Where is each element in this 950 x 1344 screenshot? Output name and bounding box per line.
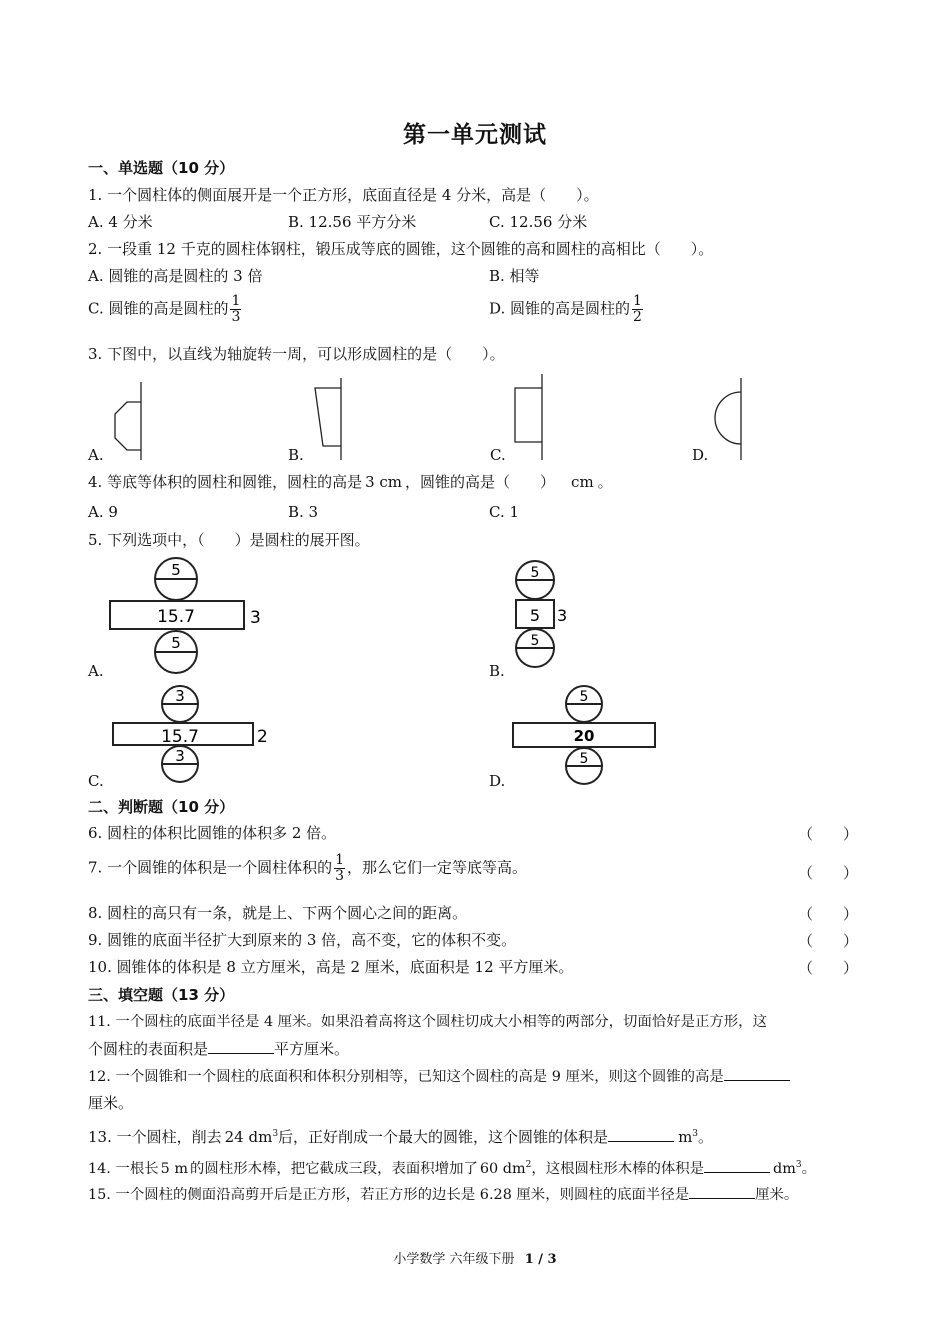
question-11-line-2: 个圆柱的表面积是 平方厘米。 [88, 1040, 350, 1058]
q3-figure-c [505, 372, 555, 462]
section-heading-single-choice: 一、单选题（10 分） [88, 159, 235, 177]
fraction-one-third: $\frac{1}{3}$ [231, 293, 241, 325]
q7-answer-blank[interactable]: （ ） [798, 864, 859, 882]
q5-figure-b [505, 558, 585, 678]
q3-option-c[interactable]: C. [490, 446, 506, 464]
q12-answer-blank[interactable] [724, 1066, 790, 1081]
q4-option-b[interactable]: B. 3 [288, 503, 319, 521]
question-10: 10. 圆锥体的体积是 8 立方厘米，高是 2 厘米，底面积是 12 平方厘米。 [88, 958, 574, 976]
question-12-line-2: 厘米。 [88, 1094, 134, 1112]
q5-option-c[interactable]: C. [88, 772, 104, 790]
svg-text:5: 5 [579, 689, 589, 705]
q5-figure-a [100, 555, 280, 680]
q2-option-a[interactable]: A. 圆锥的高是圆柱的 3 倍 [88, 267, 263, 285]
q3-option-d[interactable]: D. [692, 446, 709, 464]
q3-option-a[interactable]: A. [88, 446, 104, 464]
question-5: 5. 下列选项中，（ ）是圆柱的展开图。 [88, 531, 370, 549]
question-9: 9. 圆锥的底面半径扩大到原来的 3 倍，高不变，它的体积不变。 [88, 931, 517, 949]
page-title: 第一单元测试 [403, 121, 547, 148]
question-13: 13. 一个圆柱，削去 24 $dm^3$后，正好削成一个最大的圆锥，这个圆锥的体积是 $m^3$。 [88, 1128, 714, 1146]
q4-option-c[interactable]: C. 1 [489, 503, 520, 521]
question-6: 6. 圆柱的体积比圆锥的体积多 2 倍。 [88, 824, 337, 842]
q1-option-b[interactable]: B. 12.56 平方分米 [288, 213, 417, 231]
svg-text:3: 3 [175, 747, 185, 765]
q5-figure-d [505, 683, 675, 793]
svg-text:5: 5 [171, 634, 181, 652]
q6-answer-blank[interactable]: （ ） [798, 825, 859, 843]
section-heading-true-false: 二、判断题（10 分） [88, 798, 235, 816]
question-3: 3. 下图中，以直线为轴旋转一周，可以形成圆柱的是（ ）。 [88, 345, 505, 363]
q5-option-d[interactable]: D. [489, 772, 506, 790]
q3-figure-d [705, 376, 755, 462]
svg-text:5: 5 [171, 561, 181, 579]
page-footer [0, 1248, 950, 1267]
question-2: 2. 一段重 12 千克的圆柱体钢柱，锻压成等底的圆锥，这个圆锥的高和圆柱的高相比（ ）。 [88, 240, 714, 258]
question-1: 1. 一个圆柱体的侧面展开是一个正方形，底面直径是 4 分米，高是（ ）。 [88, 186, 599, 204]
q9-answer-blank[interactable]: （ ） [798, 932, 859, 950]
svg-text:3: 3 [250, 608, 261, 628]
svg-text:5: 5 [529, 606, 541, 625]
q10-answer-blank[interactable]: （ ） [798, 959, 859, 977]
q5-option-b[interactable]: B. [489, 662, 505, 680]
svg-text:5: 5 [579, 751, 589, 767]
question-15: 15. 一个圆柱的侧面沿高剪开后是正方形，若正方形的边长是 6.28 厘米，则圆柱的底面半径是 厘米。 [88, 1184, 798, 1205]
svg-text:3: 3 [557, 606, 568, 625]
q2-option-b[interactable]: B. 相等 [489, 267, 540, 285]
svg-text:15.7: 15.7 [157, 607, 195, 627]
q2-option-c[interactable] [88, 294, 243, 325]
q13-answer-blank[interactable] [608, 1127, 674, 1142]
q2-option-c-text: C. 圆锥的高是圆柱的 [88, 299, 229, 318]
svg-text:3: 3 [175, 687, 185, 705]
q11-answer-blank[interactable] [208, 1039, 274, 1054]
q14-answer-blank[interactable] [704, 1158, 770, 1173]
q2-option-d-text: D. 圆锥的高是圆柱的 [489, 299, 631, 318]
question-7: 7. 一个圆锥的体积是一个圆柱体积的 $\frac{1}{3}$ ，那么它们一定等底等高。 [88, 852, 528, 884]
svg-text:5: 5 [530, 565, 540, 581]
q5-option-a[interactable]: A. [88, 662, 104, 680]
svg-text:5: 5 [530, 633, 540, 649]
q8-answer-blank[interactable]: （ ） [798, 905, 859, 923]
q1-option-c[interactable]: C. 12.56 分米 [489, 213, 588, 231]
question-4: 4. 等底等体积的圆柱和圆锥，圆柱的高是 3 cm ，圆锥的高是（ ） cm 。 [88, 473, 613, 491]
q3-figure-b [305, 376, 355, 462]
svg-text:15.7: 15.7 [161, 727, 199, 747]
q4-option-a[interactable]: A. 9 [88, 503, 118, 521]
footer-text: 小学数学 六年级下册 [393, 1252, 515, 1267]
fraction-one-half: $\frac{1}{2}$ [633, 293, 642, 325]
section-heading-fill-blank: 三、填空题（13 分） [88, 986, 235, 1004]
svg-text:2: 2 [257, 727, 268, 747]
q1-option-a[interactable]: A. 4 分米 [88, 213, 153, 231]
question-8: 8. 圆柱的高只有一条，就是上、下两个圆心之间的距离。 [88, 904, 468, 922]
question-14: 14. 一根长 5 m 的圆柱形木棒，把它截成三段，表面积增加了 60 $dm^2$，这根圆柱形木棒的体积是 $dm^3$。 [88, 1155, 816, 1179]
q5-figure-c [105, 683, 285, 793]
q2-option-d[interactable] [489, 294, 645, 325]
fraction-one-third: $\frac{1}{3}$ [335, 852, 345, 884]
question-12-line-1: 12. 一个圆锥和一个圆柱的底面积和体积分别相等，已知这个圆柱的高是 9 厘米，则这个圆锥的高是 [88, 1066, 790, 1087]
q3-figure-a [105, 380, 155, 462]
page-number: 1 / 3 [524, 1252, 557, 1267]
question-11-line-1: 11. 一个圆柱的底面半径是 4 厘米。如果沿着高将这个圆柱切成大小相等的两部分，切面恰好是正方形，这 [88, 1014, 767, 1030]
q15-answer-blank[interactable] [689, 1184, 755, 1199]
svg-text:20: 20 [573, 727, 595, 745]
q3-option-b[interactable]: B. [288, 446, 304, 464]
